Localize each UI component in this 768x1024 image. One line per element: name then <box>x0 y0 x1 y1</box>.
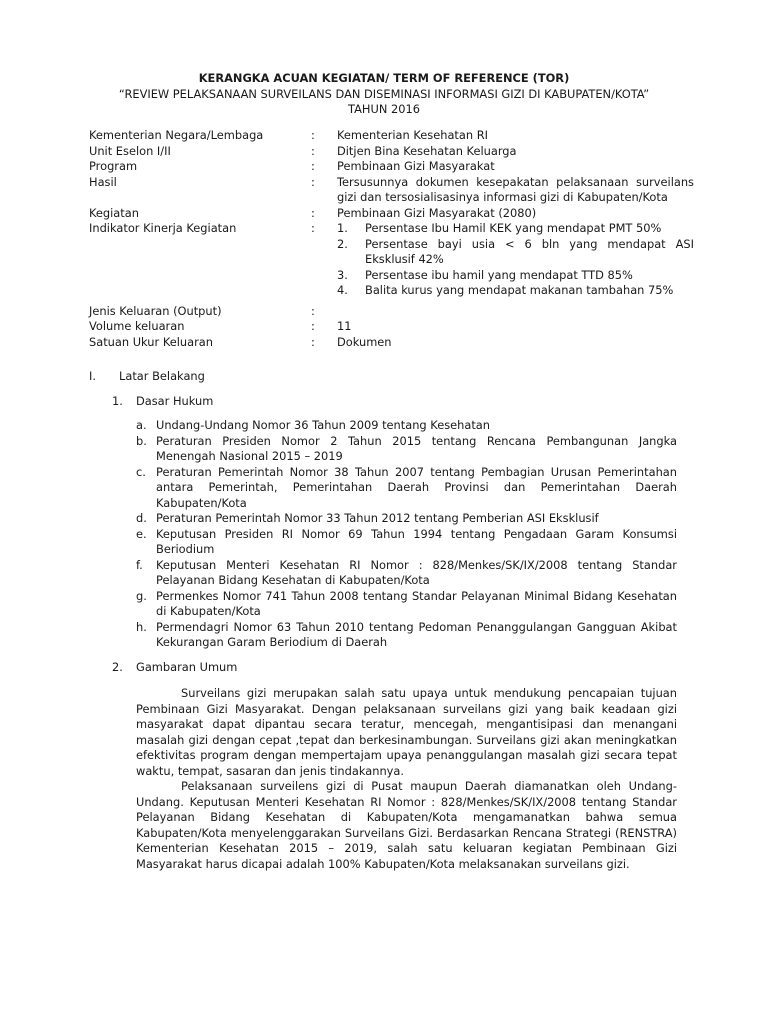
meta-row-indikator <box>89 221 694 299</box>
indikator-item <box>337 283 694 299</box>
meta-colon: : <box>311 303 315 318</box>
meta-row-unit <box>89 144 694 160</box>
list-item <box>136 620 677 651</box>
meta-value: 11 <box>337 319 352 333</box>
list-item <box>136 558 677 589</box>
meta-value <box>337 304 694 320</box>
list-letter: a. <box>136 418 147 432</box>
list-item <box>136 465 677 512</box>
subsection-title: Dasar Hukum <box>136 394 214 408</box>
meta-label: Kegiatan <box>89 205 139 220</box>
section-number: I. <box>89 369 96 383</box>
list-item <box>136 511 677 527</box>
indikator-number: 1. <box>337 221 348 235</box>
subsection-number: 2. <box>112 660 123 674</box>
indikator-number: 3. <box>337 267 348 282</box>
meta-label: Satuan Ukur Keluaran <box>89 334 213 349</box>
indikator-list <box>337 221 694 299</box>
indikator-item <box>337 268 694 284</box>
meta-label: Unit Eselon I/II <box>89 143 171 158</box>
meta-label: Program <box>89 159 138 173</box>
meta-colon: : <box>311 334 315 349</box>
list-letter: g. <box>136 588 147 603</box>
document-title: KERANGKA ACUAN KEGIATAN/ TERM OF REFERENCE (TOR) <box>198 71 570 85</box>
list-letter: c. <box>136 464 146 479</box>
indikator-text: Persentase Ibu Hamil KEK yang mendapat PMT 50% <box>365 221 662 235</box>
indikator-number: 2. <box>337 236 348 251</box>
meta-label: Indikator Kinerja Kegiatan <box>89 221 237 235</box>
indikator-text: Balita kurus yang mendapat makanan tambahan 75% <box>365 283 674 297</box>
list-item <box>136 434 677 465</box>
meta-colon: : <box>311 221 315 235</box>
meta-colon: : <box>311 159 315 173</box>
gambaran-umum-body <box>136 686 677 872</box>
list-item <box>136 527 677 558</box>
indikator-number: 4. <box>337 283 348 297</box>
subsection-dasar-hukum <box>112 394 213 410</box>
subsection-title: Gambaran Umum <box>136 660 238 674</box>
meta-colon: : <box>311 174 315 189</box>
list-text: Undang-Undang Nomor 36 Tahun 2009 tentang Kesehatan <box>156 418 491 432</box>
list-text: Peraturan Pemerintah Nomor 38 Tahun 2007 tentang Pembagian Urusan Pemerintahan antara Pemerintah, Pemerintahan Daerah Provinsi dan Pemerintahan Daerah Kabupaten/Kota <box>156 464 677 510</box>
document-subtitle: “REVIEW PELAKSANAAN SURVEILANS DAN DISEMINASI INFORMASI GIZI DI KABUPATEN/KOTA” <box>118 86 650 101</box>
list-letter: e. <box>136 526 147 541</box>
meta-table <box>89 128 694 350</box>
meta-value: Dokumen <box>337 334 392 349</box>
law-list <box>136 418 677 651</box>
meta-colon: : <box>311 143 315 158</box>
indikator-text: Persentase bayi usia < 6 bln yang mendapat ASI Eksklusif 42% <box>365 236 694 266</box>
meta-row-program <box>89 159 694 175</box>
paragraph: Pelaksanaan surveilens gizi di Pusat maupun Daerah diamanatkan oleh Undang-Undang. Keputusan Menteri Kesehatan RI Nomor : 828/Menkes/SK/IX/2008 tentang Standar Pelayanan Bidang Kesehatan di Kabupaten/Kota mengamanatkan bahwa semua Kabupaten/Kota menyelenggarakan Surveilans Gizi. Berdasarkan Rencana Strategi (RENSTRA) Kementerian Kesehatan 2015 – 2019, salah satu keluaran kegiatan Pembinaan Gizi Masyarakat harus dicapai adalah 100% Kabupaten/Kota melaksanakan surveilans gizi. <box>136 779 677 871</box>
meta-label: Kementerian Negara/Lembaga <box>89 128 264 142</box>
list-letter: f. <box>136 557 143 572</box>
meta-row-kegiatan <box>89 206 694 222</box>
indikator-item <box>337 237 694 268</box>
meta-label: Hasil <box>89 174 117 189</box>
meta-colon: : <box>311 128 315 142</box>
list-text: Keputusan Menteri Kesehatan RI Nomor : 828/Menkes/SK/IX/2008 tentang Standar Pelayanan Bidang Kesehatan di Kabupaten/Kota <box>156 557 677 587</box>
document-year: TAHUN 2016 <box>348 102 420 116</box>
meta-row-volume <box>89 319 694 335</box>
meta-label: Jenis Keluaran (Output) <box>89 303 222 318</box>
meta-colon: : <box>311 205 315 220</box>
list-letter: b. <box>136 433 147 448</box>
indikator-text: Persentase ibu hamil yang mendapat TTD 85% <box>365 267 633 282</box>
meta-row-kementerian <box>89 128 694 144</box>
meta-row-satuan <box>89 335 694 351</box>
list-letter: d. <box>136 511 147 525</box>
list-letter: h. <box>136 619 147 634</box>
meta-row-jenis-keluaran <box>89 304 694 320</box>
paragraph: Surveilans gizi merupakan salah satu upaya untuk mendukung pencapaian tujuan Pembinaan Gizi Masyarakat. Dengan pelaksanaan surveilans gizi yang baik keadaan gizi masyarakat dapat dipantau secara teratur, mencegah, mengantisipasi dan menangani masalah gizi dengan cepat ,tepat dan berkesinambungan. Surveilans gizi akan meningkatkan efektivitas program dengan mempertajam upaya penanggulangan masalah gizi secara tepat waktu, tempat, sasaran dan jenis tindakannya. <box>136 686 677 778</box>
meta-colon: : <box>311 319 315 333</box>
section-latar-belakang <box>89 369 205 385</box>
meta-value: Pembinaan Gizi Masyarakat (2080) <box>337 205 537 220</box>
section-title: Latar Belakang <box>119 369 205 383</box>
meta-row-hasil <box>89 175 694 206</box>
document-header <box>0 71 768 118</box>
meta-value: Kementerian Kesehatan RI <box>337 128 488 142</box>
meta-value: Tersusunnya dokumen kesepakatan pelaksanaan surveilans gizi dan tersosialisasinya informasi gizi di Kabupaten/Kota <box>337 174 694 204</box>
list-text: Peraturan Presiden Nomor 2 Tahun 2015 tentang Rencana Pembangunan Jangka Menengah Nasional 2015 – 2019 <box>156 433 677 463</box>
list-item <box>136 418 677 434</box>
meta-value: Ditjen Bina Kesehatan Keluarga <box>337 143 517 158</box>
list-item <box>136 589 677 620</box>
meta-label: Volume keluaran <box>89 319 185 333</box>
subsection-gambaran-umum <box>112 660 237 676</box>
list-text: Permenkes Nomor 741 Tahun 2008 tentang Standar Pelayanan Minimal Bidang Kesehatan di Kabupaten/Kota <box>156 588 677 618</box>
list-text: Peraturan Pemerintah Nomor 33 Tahun 2012 tentang Pemberian ASI Eksklusif <box>156 511 599 525</box>
list-text: Keputusan Presiden RI Nomor 69 Tahun 1994 tentang Pengadaan Garam Konsumsi Beriodium <box>156 526 677 556</box>
indikator-item <box>337 221 694 237</box>
subsection-number: 1. <box>112 394 123 408</box>
meta-value: Pembinaan Gizi Masyarakat <box>337 159 495 173</box>
list-text: Permendagri Nomor 63 Tahun 2010 tentang Pedoman Penanggulangan Gangguan Akibat Kekurangan Garam Beriodium di Daerah <box>156 619 677 649</box>
